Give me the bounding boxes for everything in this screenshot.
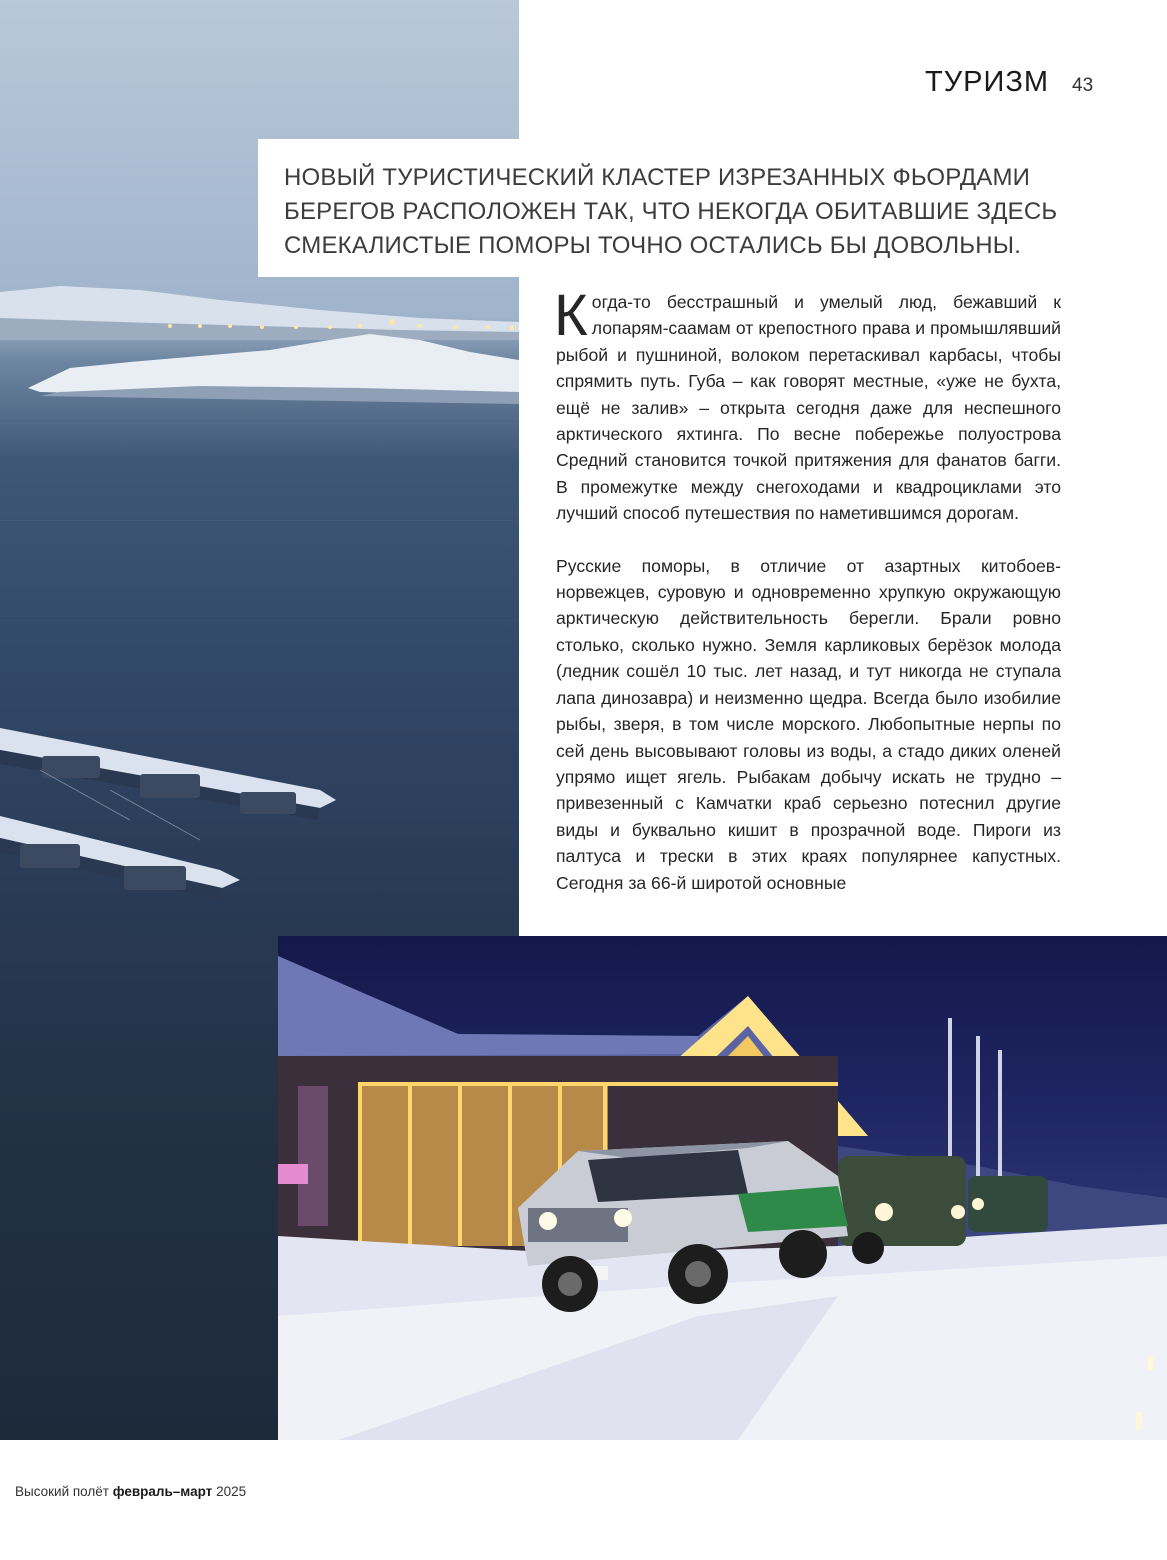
footer-magazine: Высокий полёт [15,1484,109,1499]
page-number: 43 [1072,75,1094,96]
drop-cap: К [554,283,588,348]
lead-box [258,139,1068,277]
footer-issue: февраль–март [112,1484,213,1499]
section-title: ТУРИЗМ [925,66,1049,98]
article-paragraph-2: Русские поморы, в отличие от азартных китобоев-норвежцев, суровую и одновременно хрупкую окружающую арктическую действительность берегли. Брали ровно столько, сколько нужно. Земля карликовых берёзок молода (ледник сошёл 10 тыс. лет назад, и тут никогда не ступала лапа динозавра) и неизменно щедра. Всегда было изобилие рыбы, зверя, в том числе морского. Любопытные нерпы по сей день высовывают головы из воды, а стадо диких оленей упрямо ищет ягель. Рыбакам добычу искать не трудно – привезенный с Камчатки краб серьезно потеснил другие виды и буквально кишит в прозрачной воде. Пироги из палтуса и трески в этих краях популярнее капустных. Сегодня за 66-й широтой основные [556,555,1061,893]
lodge-photo [278,936,1167,1440]
lead-text: НОВЫЙ ТУРИСТИЧЕСКИЙ КЛАСТЕР ИЗРЕЗАННЫХ ФЬОРДАМИ БЕРЕГОВ РАСПОЛОЖЕН ТАК, ЧТО НЕКОГДА ОБИТАВШИЕ ЗДЕСЬ СМЕКАЛИСТЫЕ ПОМОРЫ ТОЧНО ОСТАЛИСЬ БЫ ДОВОЛЬНЫ. [284,164,1058,259]
paragraph-1-text: огда-то бесстрашный и умелый люд, бежавший к лопарям-саамам от крепостного права и промышлявший рыбой и пушниной, волоком перетаскивал карбасы, чтобы спрямить путь. Губа – как говорят местные, «уже не бухта, ещё не залив» – открыта сегодня даже для неспешного арктического яхтинга. По весне побережье полуострова Средний становится точкой притяжения для фанатов багги. В промежутке между снегоходами и квадроциклами это лучший способ путешествия по наметившимся дорогам. [556,292,1061,524]
footer [15,1484,246,1499]
lodge-illustration [278,936,1167,1440]
footer-year: 2025 [216,1484,247,1499]
article-body [554,283,1061,896]
article-paragraph-1 [554,283,1061,527]
